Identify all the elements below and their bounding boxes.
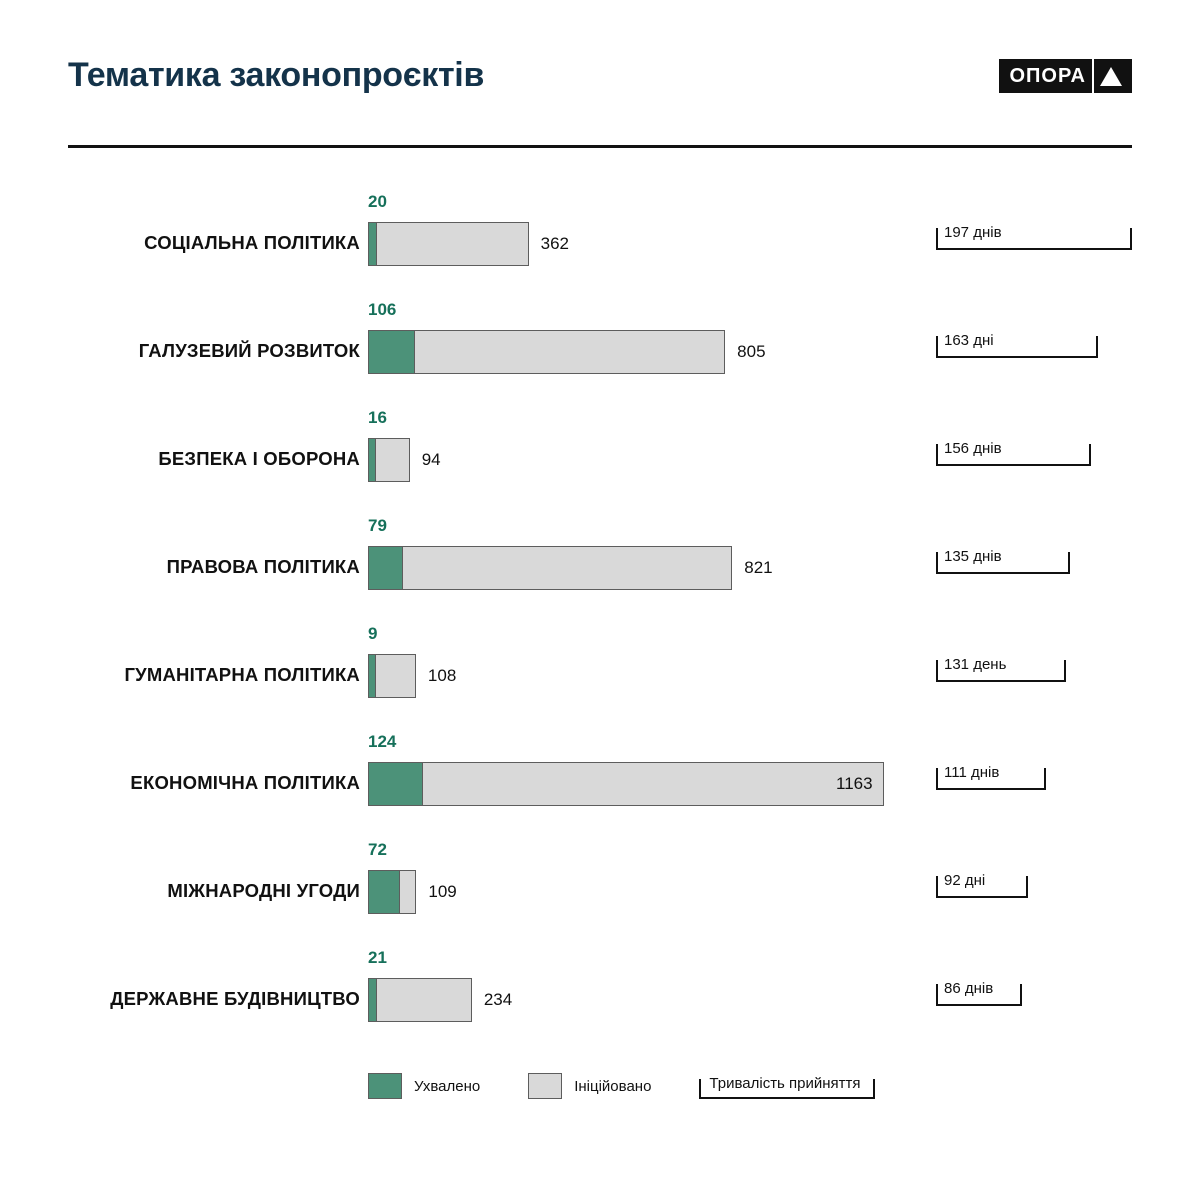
legend-item-passed — [368, 1073, 480, 1099]
stacked-bar — [368, 222, 529, 266]
category-label: БЕЗПЕКА І ОБОРОНА — [158, 448, 360, 469]
duration-label: 163 дні — [944, 332, 994, 349]
duration-bracket — [936, 762, 1046, 804]
legend-bracket-icon — [699, 1073, 875, 1099]
category-label: СОЦІАЛЬНА ПОЛІТИКА — [144, 232, 360, 253]
chart-row — [0, 396, 1200, 504]
chart-row — [0, 828, 1200, 936]
legend-label-duration: Тривалість прийняття — [709, 1075, 861, 1092]
duration-bracket — [936, 438, 1091, 480]
passed-value: 106 — [368, 300, 397, 319]
legend-item-duration — [699, 1073, 885, 1099]
bar-segment-passed — [368, 438, 376, 482]
triangle-icon — [1100, 67, 1122, 86]
chart-row — [0, 936, 1200, 1044]
passed-value: 21 — [368, 948, 387, 967]
duration-bracket — [936, 330, 1098, 372]
bar-segment-initiated — [377, 222, 529, 266]
duration-label: 156 днів — [944, 440, 1002, 457]
duration-bracket — [936, 546, 1070, 588]
header-rule — [68, 145, 1132, 148]
chart-legend — [368, 1068, 933, 1104]
bar-segment-passed — [368, 330, 415, 374]
duration-label: 92 дні — [944, 872, 986, 889]
duration-label: 131 день — [944, 656, 1007, 673]
bar-segment-initiated — [423, 762, 884, 806]
legend-swatch-initiated — [528, 1073, 562, 1099]
passed-value: 20 — [368, 192, 387, 211]
category-label: МІЖНАРОДНІ УГОДИ — [167, 880, 360, 901]
category-label: ЕКОНОМІЧНА ПОЛІТИКА — [130, 772, 360, 793]
category-label: ПРАВОВА ПОЛІТИКА — [166, 556, 360, 577]
category-label: ГАЛУЗЕВИЙ РОЗВИТОК — [138, 340, 360, 361]
duration-bracket — [936, 654, 1066, 696]
passed-value: 72 — [368, 840, 387, 859]
chart-row — [0, 720, 1200, 828]
duration-bracket — [936, 222, 1132, 264]
stacked-bar — [368, 546, 732, 590]
bar-segment-initiated — [376, 654, 416, 698]
total-value: 805 — [737, 342, 766, 361]
duration-label: 86 днів — [944, 980, 994, 997]
opora-logo — [999, 59, 1132, 93]
total-value: 234 — [483, 990, 513, 1009]
total-value: 821 — [744, 558, 773, 577]
chart-row — [0, 288, 1200, 396]
bar-segment-passed — [368, 978, 377, 1022]
bar-segment-initiated — [400, 870, 416, 914]
duration-bracket — [936, 870, 1028, 912]
total-value: 362 — [540, 234, 569, 253]
chart-row — [0, 180, 1200, 288]
legend-item-initiated — [528, 1073, 651, 1099]
duration-bracket — [936, 978, 1022, 1020]
category-label: ГУМАНІТАРНА ПОЛІТИКА — [124, 664, 360, 685]
duration-label: 197 днів — [944, 224, 1002, 241]
bar-segment-passed — [368, 654, 376, 698]
stacked-bar — [368, 438, 410, 482]
chart-row — [0, 612, 1200, 720]
bar-segment-passed — [368, 222, 377, 266]
passed-value: 9 — [368, 624, 378, 643]
passed-value: 16 — [368, 408, 387, 427]
stacked-bar — [368, 654, 416, 698]
passed-value: 124 — [368, 732, 397, 751]
stacked-bar — [368, 978, 472, 1022]
legend-label-passed: Ухвалено — [414, 1077, 481, 1095]
bar-segment-initiated — [415, 330, 725, 374]
duration-label: 111 днів — [944, 764, 1000, 781]
legend-swatch-passed — [368, 1073, 402, 1099]
total-value: 1163 — [836, 774, 873, 793]
bar-segment-passed — [368, 870, 400, 914]
total-value: 108 — [427, 666, 457, 685]
category-label: ДЕРЖАВНЕ БУДІВНИЦТВО — [110, 988, 360, 1009]
bar-segment-passed — [368, 762, 423, 806]
page-title: Тематика законопроєктів — [68, 56, 485, 94]
bar-segment-initiated — [376, 438, 410, 482]
bar-segment-initiated — [377, 978, 472, 1022]
logo-text: ОПОРА — [1009, 65, 1086, 87]
stacked-bar — [368, 762, 884, 806]
stacked-bar — [368, 330, 725, 374]
chart-row — [0, 504, 1200, 612]
logo-divider — [1092, 59, 1094, 93]
bar-segment-passed — [368, 546, 403, 590]
legend-label-initiated: Ініційовано — [574, 1077, 652, 1095]
header — [68, 48, 1132, 118]
bar-segment-initiated — [403, 546, 732, 590]
duration-label: 135 днів — [944, 548, 1002, 565]
total-value: 109 — [428, 882, 457, 901]
bar-chart — [0, 180, 1200, 1044]
stacked-bar — [368, 870, 416, 914]
total-value: 94 — [421, 450, 441, 469]
passed-value: 79 — [368, 516, 387, 535]
